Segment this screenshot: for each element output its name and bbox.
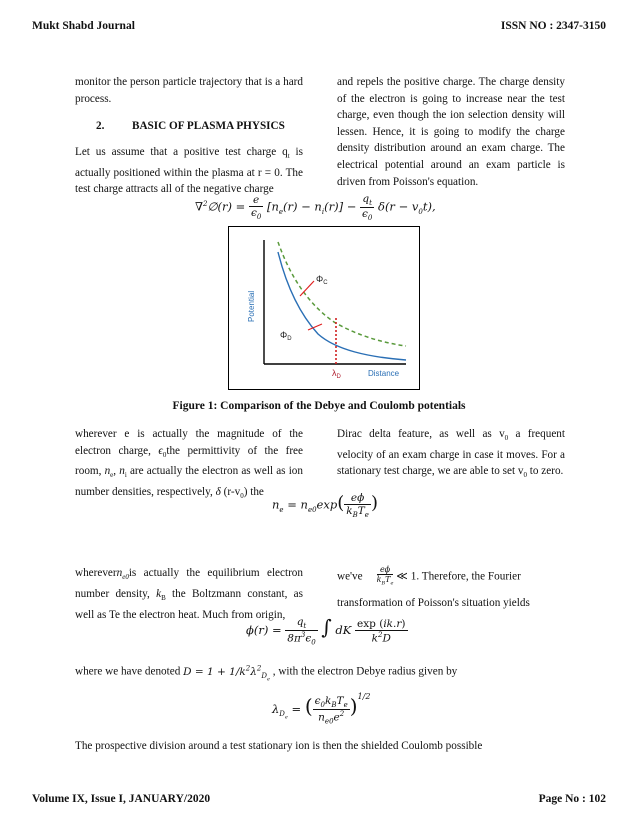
inline-fraction: $\frac{e\phi}{k_BT_e}$ <box>376 565 394 587</box>
col1-mid-paragraph: wherever e is actually the magnitude of the electron charge, $\epsilon_0the$ permittivity of the free room, $n_e$, $n_i$ are actually the electron as well as ion number densities, respectively, δ $(r-v_0)$ the <box>75 428 303 501</box>
poisson-equation: ∇$^2$∅(r) = $\frac{e}{\epsilon_0}$ $[n_e(r) - n_i(r)]$ − $\frac{q_t}{\epsilon_0}$ $\delta(r - v_0t)$, <box>195 193 436 223</box>
potential-chart <box>228 226 420 390</box>
section-title: BASIC OF PLASMA PHYSICS <box>132 120 285 132</box>
figure-caption: Figure 1: Comparison of the Debye and Coulomb potentials <box>172 400 466 412</box>
denoted-line: where we have denoted $D = 1 + 1/k^2\lambda^2_{D_e}$ , with the electron Debye radius given by <box>75 664 458 682</box>
x-axis-label: Distance <box>368 369 400 378</box>
volume-issue: Volume IX, Issue I, JANUARY/2020 <box>32 793 211 805</box>
y-axis-label: Potential <box>247 290 256 322</box>
phi-d-label: $\Phi_D$ <box>280 330 292 342</box>
issn-number: ISSN NO : 2347-3150 <box>500 20 606 32</box>
section-number: 2. <box>96 120 105 132</box>
journal-name: Mukt Shabd Journal <box>32 20 135 32</box>
col1-top-paragraph: monitor the person particle trajectory that is a hard process. <box>75 76 303 105</box>
col2-low-paragraph: we've $\frac{e\phi}{k_BT_e}$ ≪ 1. Therefore, the Fourier transformation of Poisson's situation yields <box>337 565 530 609</box>
phi-c-label: $\Phi_C$ <box>316 274 328 286</box>
potential-figure <box>228 226 420 390</box>
col2-mid-paragraph: Dirac delta feature, as well as $v_0$ a frequent velocity of an exam charge in case it moves. For a stationary test charge, we are able to set $v_0$ to zero. <box>337 428 565 480</box>
fourier-equation: ϕ(r) = $\frac{q_t}{8\pi^3\epsilon_0}$ ∫ dK $\frac{\exp (ik.r)}{k^2D}$ <box>246 615 406 647</box>
debye-radius-equation: $\lambda_{D_e}$ = ( $\frac{\epsilon_0k_BT_e}{n_{e0}e^2}$ )$^{1/2}$ <box>272 692 371 726</box>
page-number: Page No : 102 <box>538 793 606 805</box>
col1-intro-paragraph: Let us assume that a positive test charge $q_t$ is actually positioned within the plasma at r = 0. The test charge attracts all of the negative charge <box>75 146 303 196</box>
figure-frame <box>229 227 420 390</box>
last-paragraph-line: The prospective division around a test stationary ion is then the shielded Coulomb possible <box>75 740 483 752</box>
boltzmann-equation: $n_e = n_{e0}\exp$( $\frac{e\phi}{k_BT_e}$ ) <box>272 492 378 520</box>
col2-top-paragraph: and repels the positive charge. The charge density of the electron is going to increase near the test charge, even though the ion selection density will lessen. Hence, it is going to modify the charge density distribution around an exam charge. The electrical potential around an exam particle is driven from Poisson's equation. <box>337 76 565 188</box>
col1-low-paragraph: wherevern$_{e0}$is actually the equilibrium electron number density, $k_B$ the Boltzmann constant, as well as Te the electron heat. Much from origin, <box>75 567 303 621</box>
lambda-label: $\lambda_D$ <box>332 368 341 380</box>
